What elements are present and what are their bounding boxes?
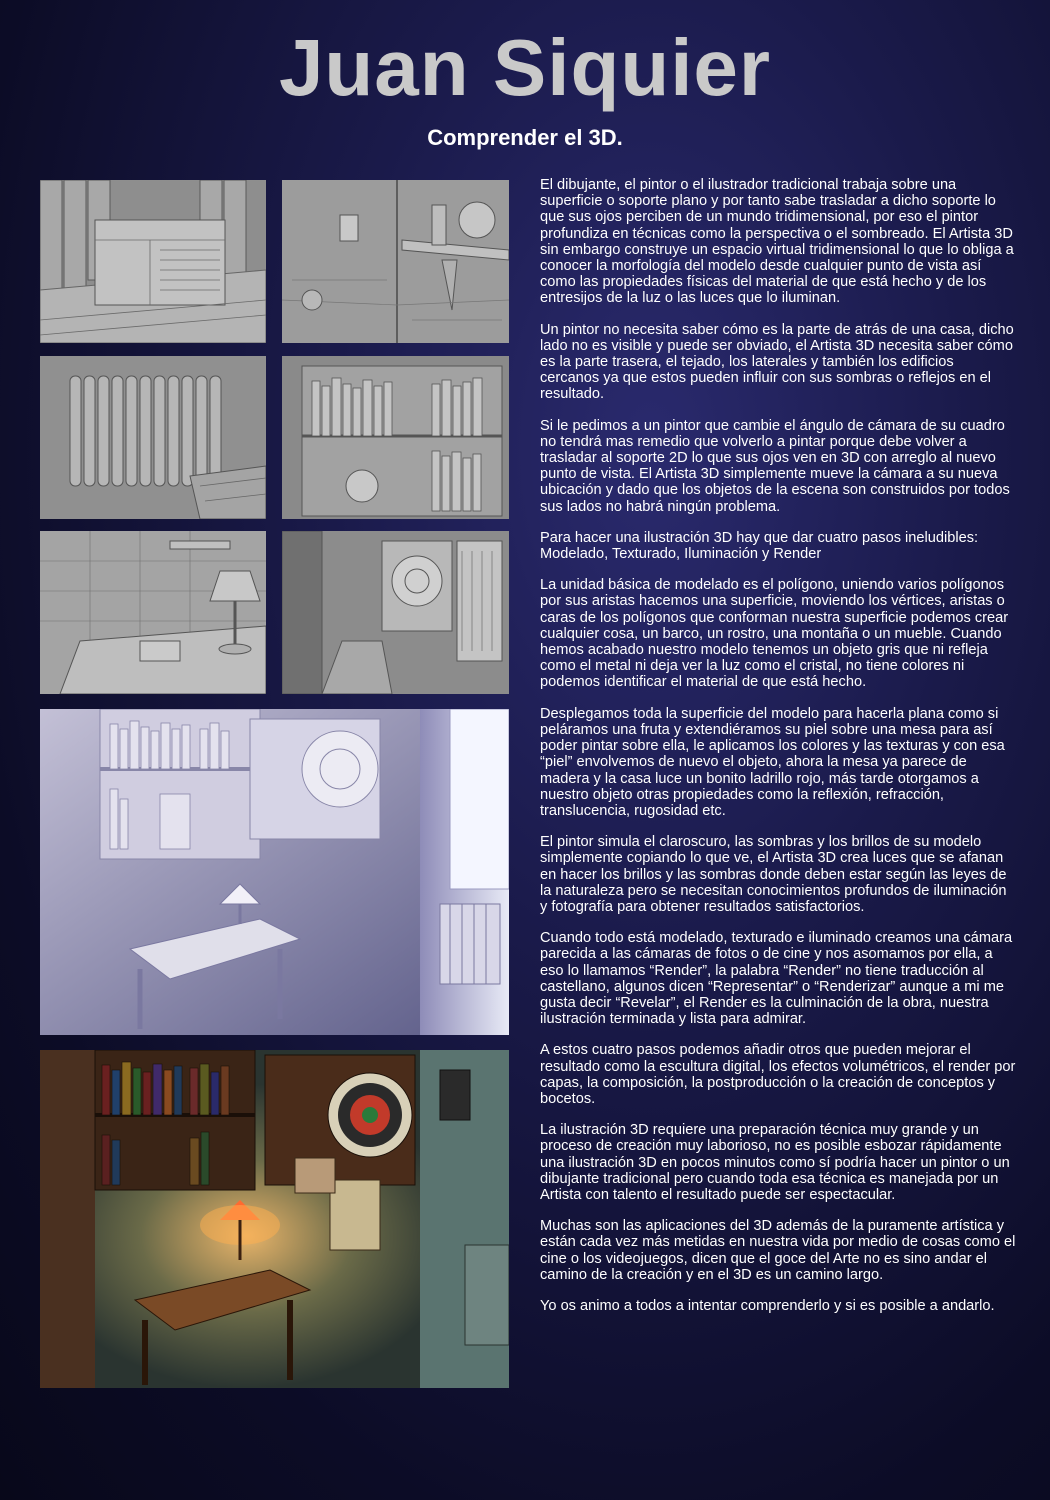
wireframe-radiator-image (40, 356, 266, 519)
article-body (540, 177, 1016, 1329)
article-paragraph: La unidad básica de modelado es el polígono, uniendo varios polígonos por sus aristas hacemos una superficie, moviendo los vértices, aristas o caras de los polígonos que conforman nuestra superficie podemos crear cualquier cosa, un barco, un rostro, una montaña o un mueble. Cuando hemos acabado nuestro modelo tenemos un objeto gris que ni refleja como el metal ni deja ver la luz como el cristal, no tiene colores ni podemos identificar el material de que está hecho. (540, 577, 1009, 691)
article-paragraph: Yo os animo a todos a intentar comprenderlo y si es posible a andarlo. (540, 1297, 995, 1314)
clay-render-room-image (40, 709, 509, 1035)
article-paragraph: Para hacer una ilustración 3D hay que dar cuatro pasos ineludibles: Modelado, Texturado, Iluminación y Render (540, 529, 979, 563)
article-paragraph: Si le pedimos a un pintor que cambie el ángulo de cámara de su cuadro no tendrá mas remedio que volverlo a pintar porque debe volver a trasladar al soporte 2D lo que sus ojos ven en 3D con arreglo al nuevo punto de vista. El Artista 3D simplemente mueve la cámara a su nueva ubicación y dado que los objetos de la escena son construidos por todos sus lados no habrá ningún problema. (540, 417, 1010, 515)
article-paragraph: Desplegamos toda la superficie del modelo para hacerla plana como si peláramos una fruta y extendiéramos su piel sobre una mesa para así poder pintar sobre ella, le aplicamos los colores y las texturas y con esa “piel” envolvemos de nuevo el objeto, ahora la mesa ya parece de madera y la casa luce un bonito ladrillo rojo, más tarde otorgamos a nuestro objeto otras propiedades como la reflexión, refracción, translucencia, rugosidad etc. (540, 705, 1005, 819)
wireframe-dartboard-room-image (282, 531, 509, 694)
article-paragraph: El pintor simula el claroscuro, las sombras y los brillos de su modelo simplemente copiando lo que ve, el Artista 3D crea luces que se afanan en hacer los brillos y las sombras donde deben estar según las leyes de la naturaleza pero se necesitan conocimientos profundos de iluminación y fotografía para obtener resultados satisfactorios. (540, 834, 1007, 915)
article-paragraph: A estos cuatro pasos podemos añadir otros que pueden mejorar el resultado como la escultura digital, los efectos volumétricos, el render por capas, la composición, la postproducción o la creación de conceptos y bocetos. (540, 1042, 1016, 1107)
article-paragraph: Cuando todo está modelado, texturado e iluminado creamos una cámara parecida a las cámaras de fotos o de cine y nos asomamos por ella, a eso lo llamamos “Render”, la palabra “Render” no tiene traducción al castellano, algunos dicen “Representar” o “Renderizar” aunque a mi me gusta decir “Revelar”, el Render es la culminación de la obra, nuestra ilustración terminada y lista para admirar. (540, 930, 1013, 1028)
final-render-room-image (40, 1050, 509, 1388)
article-paragraph: Un pintor no necesita saber cómo es la parte de atrás de una casa, dicho lado no es visible y puede ser obviado, el Artista 3D necesita saber cómo es la parte trasera, el tejado, los laterales y también los edificios cercanos ya que estos pueden influir con sus sombras o reflejos en el resultado. (540, 321, 1014, 403)
article-paragraph: Muchas son las aplicaciones del 3D además de la puramente artística y están cada vez más metidas en nuestra vida por medio de cosas como el cine o los videojuegos, dicen que el goce del Arte no es sino andar el camino de la creación y en el 3D es un camino largo. (540, 1218, 1016, 1283)
page-title: Juan Siquier (278, 23, 772, 112)
article-paragraph: El dibujante, el pintor o el ilustrador tradicional trabaja sobre una superficie o soporte plano y por tanto sabe trasladar a dicho soporte lo que sus ojos perciben de un mundo tridimensional, por eso el pintor profundiza en técnicas como la perspectiva o el sombreado. El Artista 3D sin embargo construye un espacio virtual tridimensional lo que lo obliga a conocer la morfología del modelo desde cualquier punto de vista así como las propiedades físicas del material de que está hecho y de los entresijos de la luz o las luces que lo iluminan. (540, 177, 1014, 307)
page-subtitle: Comprender el 3D. (427, 125, 623, 150)
wireframe-shelf-corner-image (282, 180, 509, 343)
wireframe-radio-image (40, 180, 266, 343)
wireframe-desk-lamp-image (40, 531, 266, 694)
article-paragraph: La ilustración 3D requiere una preparación técnica muy grande y un proceso de creación muy laborioso, no es posible esbozar rápidamente una ilustración 3D en pocos minutos como sí podría hacer un pintor o un dibujante tradicional pero cuando toda esa técnica es manejada por un Artista con talento el resultado puede ser espectacular. (540, 1122, 1010, 1203)
wireframe-bookshelf-image (282, 356, 509, 519)
